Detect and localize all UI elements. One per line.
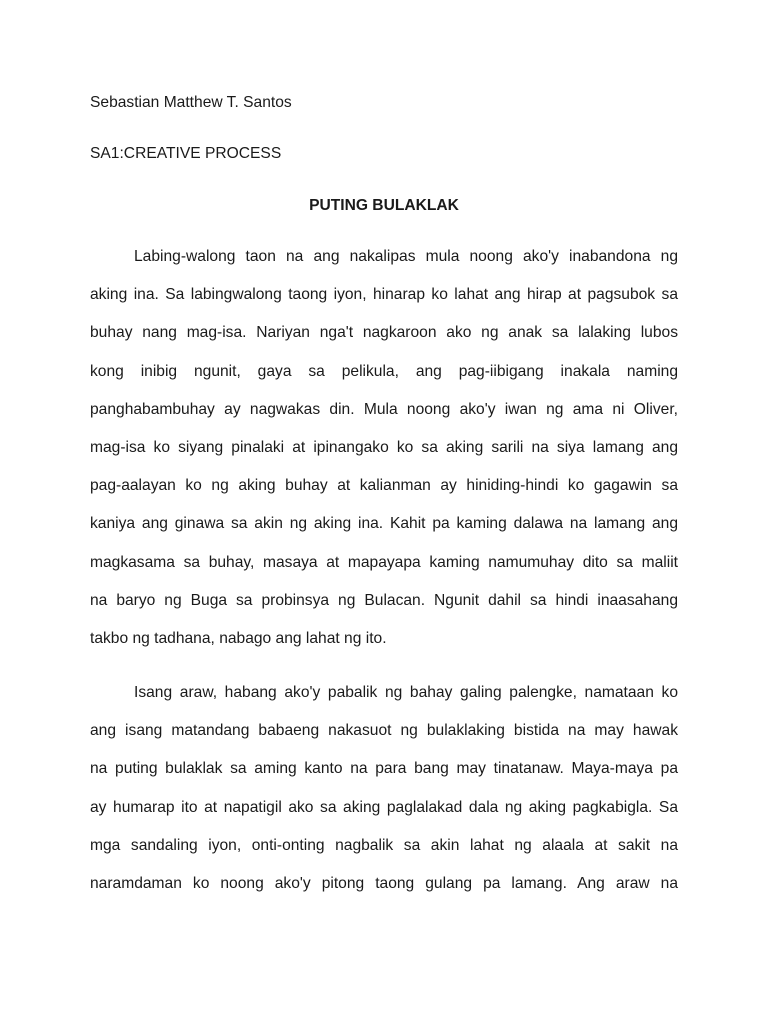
paragraph-line: magkasama sa buhay, masaya at mapayapa kaming namumuhay dito sa maliit (90, 553, 678, 571)
paragraph-line: takbo ng tadhana, nabago ang lahat ng ito. (90, 629, 387, 647)
paragraph-line: kaniya ang ginawa sa akin ng aking ina. Kahit pa kaming dalawa na lamang ang (90, 515, 678, 533)
paragraph-line: ang isang matandang babaeng nakasuot ng bulaklaking bistida na may hawak (90, 722, 678, 740)
paragraph-line: panghabambuhay ay nagwakas din. Mula noong ako'y iwan ng ama ni Oliver, (90, 400, 678, 418)
paragraph-line: naramdaman ko noong ako'y pitong taong gulang pa lamang. Ang araw na (90, 874, 678, 892)
document-title: PUTING BULAKLAK (309, 197, 459, 214)
paragraph-line: aking ina. Sa labingwalong taong iyon, hinarap ko lahat ang hirap at pagsubok sa (90, 286, 678, 304)
paragraph-line: na puting bulaklak sa aming kanto na para bang may tinatanaw. Maya-maya pa (90, 760, 678, 778)
paragraph-line: mag-isa ko siyang pinalaki at ipinangako ko sa aking sarili na siya lamang ang (90, 438, 678, 456)
paragraph-line: Isang araw, habang ako'y pabalik ng bahay galing palengke, namataan ko (134, 684, 678, 701)
paragraph-line: ay humarap ito at napatigil ako sa aking paglalakad dala ng aking pagkabigla. Sa (90, 798, 678, 816)
assignment-label: SA1:CREATIVE PROCESS (90, 145, 282, 162)
author-name: Sebastian Matthew T. Santos (90, 94, 292, 111)
paragraph-line: buhay nang mag-isa. Nariyan nga't nagkaroon ako ng anak sa lalaking lubos (90, 324, 678, 342)
paragraph-line: Labing-walong taon na ang nakalipas mula noong ako'y inabandona ng (134, 248, 678, 265)
paragraph-1 (90, 238, 678, 658)
paragraph-2 (90, 674, 678, 903)
paragraph-line: na baryo ng Buga sa probinsya ng Bulacan. Ngunit dahil sa hindi inaasahang (90, 591, 678, 609)
paragraph-line: kong inibig ngunit, gaya sa pelikula, ang pag-iibigang inakala naming (90, 362, 678, 380)
paragraph-line: pag-aalayan ko ng aking buhay at kalianman ay hiniding-hindi ko gagawin sa (90, 477, 678, 495)
paragraph-line: mga sandaling iyon, onti-onting nagbalik sa akin lahat ng alaala at sakit na (90, 836, 678, 854)
